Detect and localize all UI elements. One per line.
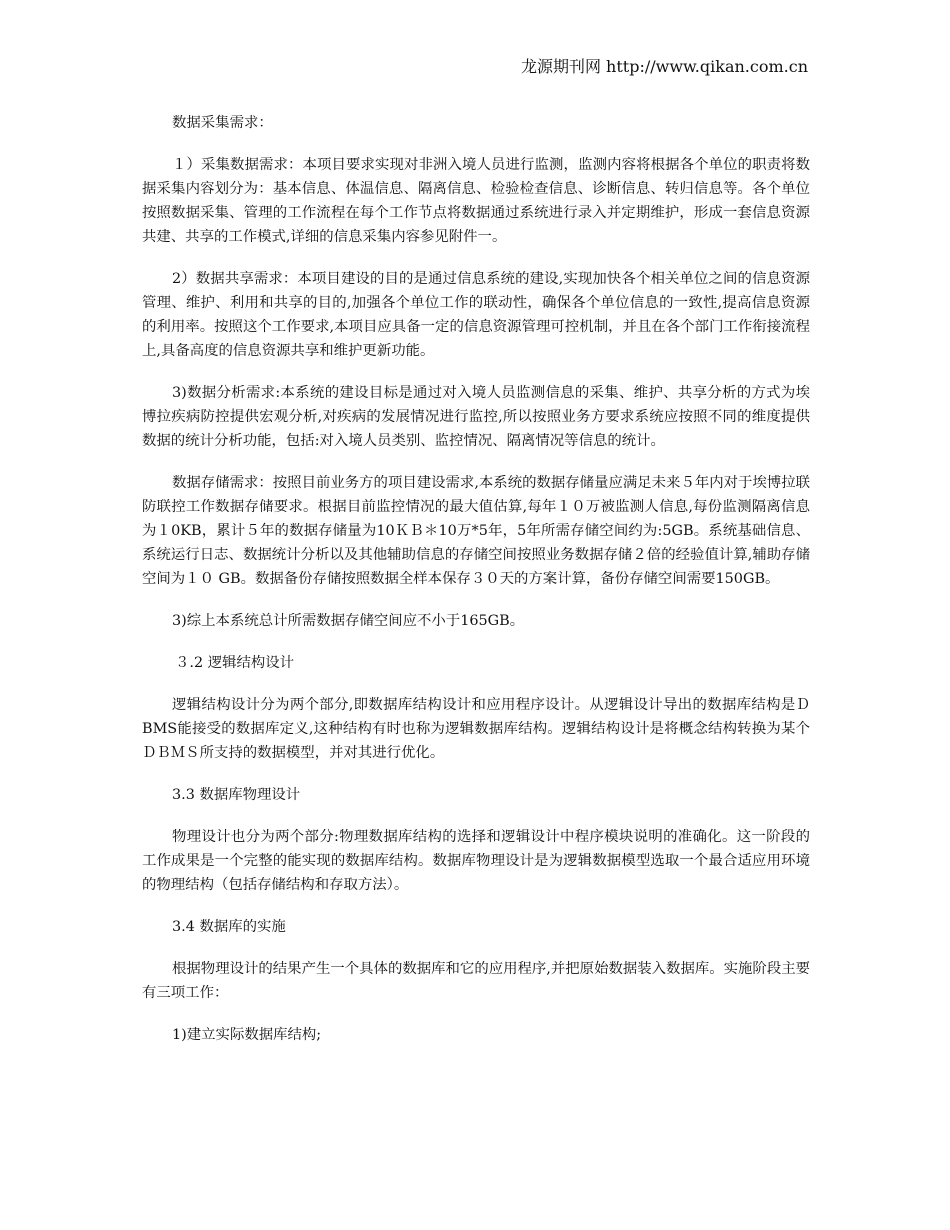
paragraph-logical-design: 逻辑结构设计分为两个部分,即数据库结构设计和应用程序设计。从逻辑设计导出的数据库结构是ＤBMS能接受的数据库定义,这种结构有时也称为逻辑数据库结构。逻辑结构设计是将概念结构转换为某个ＤＢＭＳ所支持的数据模型，并对其进行优化。 bbox=[142, 697, 810, 761]
section-heading-logical-design: ３.2 逻辑结构设计 bbox=[175, 655, 295, 671]
section-heading-implementation: 3.4 数据库的实施 bbox=[172, 919, 286, 935]
paragraph-sharing-requirement: 2）数据共享需求：本项目建设的目的是通过信息系统的建设,实现加快各个相关单位之间的信息资源管理、维护、利用和共享的目的,加强各个单位工作的联动性，确保各个单位信息的一致性,提高信息资源的利用率。按照这个工作要求,本项目应具备一定的信息资源管理可控机制，并且在各个部门工作衔接流程上,具备高度的信息资源共享和维护更新功能。 bbox=[142, 271, 810, 359]
paragraph-physical-design: 物理设计也分为两个部分:物理数据库结构的选择和逻辑设计中程序模块说明的准确化。这一阶段的工作成果是一个完整的能实现的数据库结构。数据库物理设计是为逻辑数据模型选取一个最合适应用环境的物理结构（包括存储结构和存取方法）。 bbox=[142, 829, 810, 893]
paragraph-collection-requirement: １）采集数据需求：本项目要求实现对非洲入境人员进行监测，监测内容将根据各个单位的职责将数据采集内容划分为：基本信息、体温信息、隔离信息、检验检查信息、诊断信息、转归信息等。各个单位按照数据采集、管理的工作流程在每个工作节点将数据通过系统进行录入并定期维护，形成一套信息资源共建、共享的工作模式,详细的信息采集内容参见附件一。 bbox=[142, 157, 810, 245]
document-body bbox=[142, 111, 810, 1065]
paragraph-storage-summary: 3)综上本系统总计所需数据存储空间应不小于165GB。 bbox=[172, 613, 525, 629]
section-heading-physical-design: 3.3 数据库物理设计 bbox=[172, 787, 301, 803]
paragraph-implementation: 根据物理设计的结果产生一个具体的数据库和它的应用程序,并把原始数据装入数据库。实施阶段主要有三项工作： bbox=[142, 961, 810, 1001]
paragraph-analysis-requirement: 3)数据分析需求:本系统的建设目标是通过对入境人员监测信息的采集、维护、共享分析的方式为埃博拉疾病防控提供宏观分析,对疾病的发展情况进行监控,所以按照业务方要求系统应按照不同的维度提供数据的统计分析功能，包括:对入境人员类别、监控情况、隔离情况等信息的统计。 bbox=[142, 385, 810, 449]
section-heading-data-collection: 数据采集需求： bbox=[172, 115, 273, 131]
list-item-build-structure: 1)建立实际数据库结构; bbox=[172, 1027, 322, 1043]
paragraph-storage-requirement: 数据存储需求：按照目前业务方的项目建设需求,本系统的数据存储量应满足未来５年内对于埃博拉联防联控工作数据存储要求。根据目前监控情况的最大值估算,每年１０万被监测人信息,每份监测隔离信息为１0KB，累计５年的数据存储量为10ＫＢ＊10万*5年，5年所需存储空间约为:5GB。系统基础信息、系统运行日志、数据统计分析以及其他辅助信息的存储空间按照业务数据存储２倍的经验值计算,辅助存储空间为１０ GB。数据备份存储按照数据全样本保存３０天的方案计算，备份存储空间需要150GB。 bbox=[142, 475, 810, 587]
page-header-site[interactable]: 龙源期刊网 http://www.qikan.com.cn bbox=[520, 57, 808, 76]
